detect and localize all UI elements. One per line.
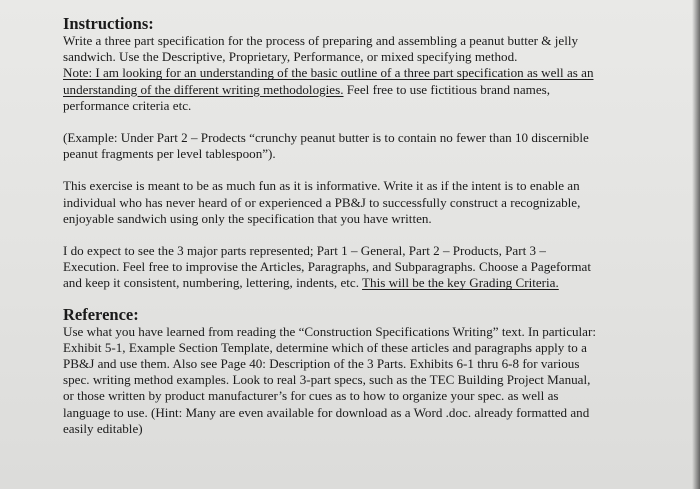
- example-line: (Example: Under Part 2 – Prodects “crunchy peanut butter is to contain no fewer than 10 discernible: [63, 130, 589, 146]
- instructions-line: Write a three part specification for the process of preparing and assembling a peanut butter & jelly: [63, 33, 579, 48]
- grading-criteria-underlined: This will be the key Grading Criteria.: [362, 275, 559, 291]
- reference-line: or those written by product manufacturer’s for cues as to how to organize your spec. as well as: [63, 388, 559, 404]
- example-line: peanut fragments per level tablespoon”).: [63, 146, 276, 162]
- reference-line: language to use. (Hint: Many are even available for download as a Word .doc. already formatted and: [63, 404, 590, 420]
- instructions-line: sandwich. Use the Descriptive, Proprietary, Performance, or mixed specifying method.: [63, 49, 518, 65]
- exercise-line: This exercise is meant to be as much fun as it is informative. Write it as if the intent is to enable an: [63, 178, 580, 194]
- expectations-line: I do expect to see the 3 major parts represented; Part 1 – General, Part 2 – Products, Part 3 –: [63, 243, 546, 259]
- reference-line: spec. writing method examples. Look to real 3-part specs, such as the TEC Building Project Manual,: [63, 372, 591, 388]
- reference-line: Exhibit 5-1, Example Section Template, determine which of these articles and paragraphs apply to a: [63, 339, 587, 355]
- note-line-rest: Feel free to use fictitious brand names,: [343, 81, 551, 97]
- reference-line: easily editable): [63, 420, 143, 436]
- note-line: Note: I am looking for an understanding of the basic outline of a three part specification as well as an: [63, 65, 594, 81]
- instructions-paragraph: [63, 33, 680, 114]
- expectations-paragraph: [63, 243, 680, 292]
- expectations-line: Execution. Feel free to improvise the Articles, Paragraphs, and Subparagraphs. Choose a Pageformat: [63, 259, 591, 275]
- exercise-line: individual who has never heard of or experienced a PB&J to successfully construct a recognizable,: [63, 194, 581, 210]
- reference-line: Use what you have learned from reading the “Construction Specifications Writing” text. In particular:: [63, 323, 596, 339]
- example-paragraph: [63, 130, 680, 162]
- reference-line: PB&J and use them. Also see Page 40: Description of the 3 Parts. Exhibits 6-1 thru 6-8 for various: [63, 356, 580, 372]
- exercise-line: enjoyable sandwich using only the specification that you have written.: [63, 210, 432, 226]
- reference-heading: Reference:: [63, 304, 139, 324]
- reference-paragraph: [63, 324, 680, 437]
- note-line-underlined: understanding of the different writing methodologies.: [63, 81, 344, 97]
- note-line: performance criteria etc.: [63, 97, 192, 113]
- exercise-paragraph: [63, 178, 680, 227]
- expectations-line: and keep it consistent, numbering, lettering, indents, etc.: [63, 275, 363, 291]
- page-edge-shadow: [692, 0, 700, 489]
- instructions-heading: Instructions:: [63, 14, 154, 33]
